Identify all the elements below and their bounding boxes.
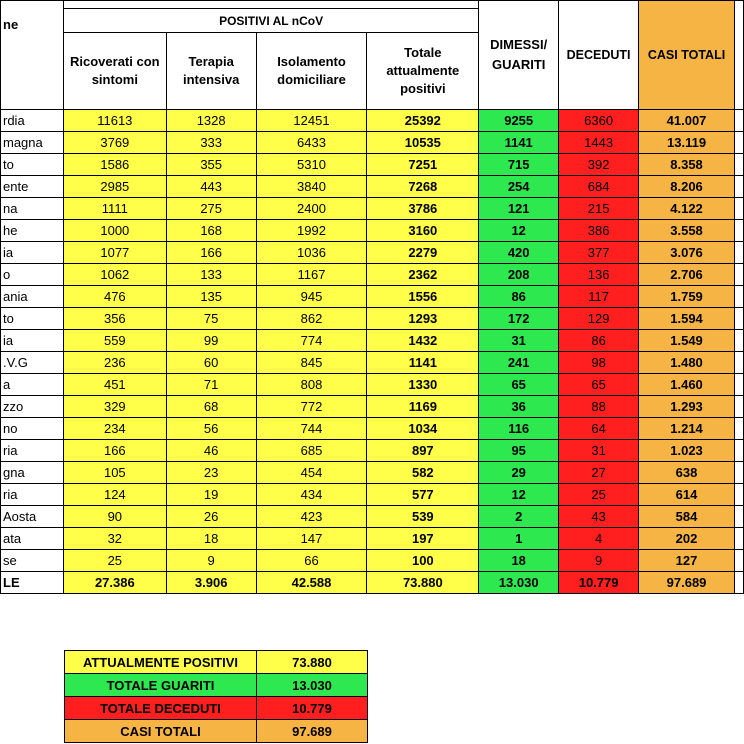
isolamento-cell: 774 [256, 330, 367, 352]
terapia-cell: 60 [166, 352, 256, 374]
dimessi-cell: 9255 [479, 110, 559, 132]
dimessi-cell: 254 [479, 176, 559, 198]
table-row [1, 110, 744, 132]
ricoverati-cell: 356 [63, 308, 166, 330]
totale-positivi-cell: 1293 [367, 308, 479, 330]
totale-positivi-cell: 7251 [367, 154, 479, 176]
totale-positivi-cell: 2362 [367, 264, 479, 286]
table-row [1, 484, 744, 506]
casi-cell: 127 [639, 550, 735, 572]
casi-cell: 3.558 [639, 220, 735, 242]
casi-cell: 1.460 [639, 374, 735, 396]
region-cell: a [1, 374, 64, 396]
terapia-cell: 443 [166, 176, 256, 198]
isolamento-cell: 6433 [256, 132, 367, 154]
casi-cell: 13.119 [639, 132, 735, 154]
terapia-cell: 23 [166, 462, 256, 484]
totale-positivi-cell: 1034 [367, 418, 479, 440]
deceduti-cell: 10.779 [559, 572, 639, 594]
table-row [1, 308, 744, 330]
summary-value: 13.030 [257, 674, 368, 697]
summary-label: TOTALE DECEDUTI [65, 697, 257, 720]
terapia-cell: 71 [166, 374, 256, 396]
ricoverati-cell: 1077 [63, 242, 166, 264]
deceduti-cell: 86 [559, 330, 639, 352]
isolamento-cell: 945 [256, 286, 367, 308]
totale-positivi-cell: 539 [367, 506, 479, 528]
deceduti-cell: 88 [559, 396, 639, 418]
terapia-cell: 46 [166, 440, 256, 462]
casi-cell: 1.293 [639, 396, 735, 418]
terapia-cell: 355 [166, 154, 256, 176]
casi-cell: 1.480 [639, 352, 735, 374]
dimessi-cell: 1141 [479, 132, 559, 154]
casi-cell: 1.214 [639, 418, 735, 440]
totale-positivi-cell: 1556 [367, 286, 479, 308]
isolamento-cell: 423 [256, 506, 367, 528]
dimessi-cell: 241 [479, 352, 559, 374]
region-cell: to [1, 308, 64, 330]
table-row [1, 374, 744, 396]
ricoverati-cell: 329 [63, 396, 166, 418]
isolamento-cell: 12451 [256, 110, 367, 132]
deceduti-cell: 31 [559, 440, 639, 462]
isolamento-cell: 3840 [256, 176, 367, 198]
summary-label: CASI TOTALI [65, 720, 257, 743]
isolamento-cell: 685 [256, 440, 367, 462]
region-cell: he [1, 220, 64, 242]
region-cell: na [1, 198, 64, 220]
header-terapia: Terapia intensiva [166, 33, 256, 110]
table-row [1, 462, 744, 484]
deceduti-cell: 9 [559, 550, 639, 572]
casi-cell: 1.594 [639, 308, 735, 330]
deceduti-cell: 27 [559, 462, 639, 484]
region-cell: ia [1, 330, 64, 352]
region-cell: gna [1, 462, 64, 484]
isolamento-cell: 862 [256, 308, 367, 330]
summary-row [65, 674, 368, 697]
dimessi-cell: 86 [479, 286, 559, 308]
region-cell: ente [1, 176, 64, 198]
dimessi-cell: 12 [479, 484, 559, 506]
terapia-cell: 19 [166, 484, 256, 506]
ricoverati-cell: 90 [63, 506, 166, 528]
totale-positivi-cell: 3786 [367, 198, 479, 220]
deceduti-cell: 25 [559, 484, 639, 506]
dimessi-cell: 18 [479, 550, 559, 572]
terapia-cell: 333 [166, 132, 256, 154]
header-dimessi-guariti: DIMESSI/ GUARITI [479, 1, 559, 110]
casi-cell: 1.023 [639, 440, 735, 462]
region-cell: ria [1, 484, 64, 506]
dimessi-cell: 2 [479, 506, 559, 528]
casi-cell: 2.706 [639, 264, 735, 286]
region-cell: V.G. [1, 352, 64, 374]
ricoverati-cell: 105 [63, 462, 166, 484]
deceduti-cell: 43 [559, 506, 639, 528]
region-cell: LE [1, 572, 64, 594]
isolamento-cell: 66 [256, 550, 367, 572]
isolamento-cell: 454 [256, 462, 367, 484]
ricoverati-cell: 3769 [63, 132, 166, 154]
terapia-cell: 75 [166, 308, 256, 330]
casi-cell: 614 [639, 484, 735, 506]
summary-value: 73.880 [257, 651, 368, 674]
casi-cell: 3.076 [639, 242, 735, 264]
table-row [1, 550, 744, 572]
terapia-cell: 99 [166, 330, 256, 352]
terapia-cell: 18 [166, 528, 256, 550]
region-cell: no [1, 418, 64, 440]
ricoverati-cell: 25 [63, 550, 166, 572]
totale-positivi-cell: 2279 [367, 242, 479, 264]
deceduti-cell: 6360 [559, 110, 639, 132]
ricoverati-cell: 236 [63, 352, 166, 374]
ricoverati-cell: 1111 [63, 198, 166, 220]
region-cell: zzo [1, 396, 64, 418]
region-cell: ria [1, 440, 64, 462]
deceduti-cell: 215 [559, 198, 639, 220]
deceduti-cell: 1443 [559, 132, 639, 154]
isolamento-cell: 1167 [256, 264, 367, 286]
casi-cell: 1.549 [639, 330, 735, 352]
dimessi-cell: 65 [479, 374, 559, 396]
dimessi-cell: 1 [479, 528, 559, 550]
totale-positivi-cell: 100 [367, 550, 479, 572]
isolamento-cell: 5310 [256, 154, 367, 176]
dimessi-cell: 29 [479, 462, 559, 484]
totale-positivi-cell: 197 [367, 528, 479, 550]
header-isolamento: Isolamento domiciliare [256, 33, 367, 110]
deceduti-cell: 377 [559, 242, 639, 264]
table-row [1, 154, 744, 176]
ricoverati-cell: 166 [63, 440, 166, 462]
totale-positivi-cell: 7268 [367, 176, 479, 198]
table-row [1, 198, 744, 220]
casi-cell: 584 [639, 506, 735, 528]
casi-cell: 1.759 [639, 286, 735, 308]
table-row [1, 242, 744, 264]
table-row [1, 264, 744, 286]
totale-positivi-cell: 897 [367, 440, 479, 462]
deceduti-cell: 136 [559, 264, 639, 286]
ricoverati-cell: 124 [63, 484, 166, 506]
dimessi-cell: 208 [479, 264, 559, 286]
table-row [1, 528, 744, 550]
deceduti-cell: 117 [559, 286, 639, 308]
terapia-cell: 168 [166, 220, 256, 242]
summary-row [65, 651, 368, 674]
totale-positivi-cell: 10535 [367, 132, 479, 154]
ricoverati-cell: 451 [63, 374, 166, 396]
totals-row [1, 572, 744, 594]
summary-value: 97.689 [257, 720, 368, 743]
isolamento-cell: 42.588 [256, 572, 367, 594]
deceduti-cell: 65 [559, 374, 639, 396]
terapia-cell: 68 [166, 396, 256, 418]
totale-positivi-cell: 3160 [367, 220, 479, 242]
deceduti-cell: 129 [559, 308, 639, 330]
region-cell: ata [1, 528, 64, 550]
ricoverati-cell: 1062 [63, 264, 166, 286]
table-row [1, 506, 744, 528]
ricoverati-cell: 1586 [63, 154, 166, 176]
totale-positivi-cell: 25392 [367, 110, 479, 132]
casi-cell: 41.007 [639, 110, 735, 132]
casi-cell: 202 [639, 528, 735, 550]
deceduti-cell: 98 [559, 352, 639, 374]
ricoverati-cell: 32 [63, 528, 166, 550]
totale-positivi-cell: 1432 [367, 330, 479, 352]
ricoverati-cell: 2985 [63, 176, 166, 198]
dimessi-cell: 116 [479, 418, 559, 440]
summary-value: 10.779 [257, 697, 368, 720]
dimessi-cell: 95 [479, 440, 559, 462]
table-row [1, 352, 744, 374]
ricoverati-cell: 476 [63, 286, 166, 308]
isolamento-cell: 845 [256, 352, 367, 374]
table-row [1, 132, 744, 154]
dimessi-cell: 31 [479, 330, 559, 352]
table-row [1, 396, 744, 418]
table-row [1, 176, 744, 198]
region-cell: se [1, 550, 64, 572]
isolamento-cell: 147 [256, 528, 367, 550]
casi-cell: 8.206 [639, 176, 735, 198]
terapia-cell: 3.906 [166, 572, 256, 594]
deceduti-cell: 64 [559, 418, 639, 440]
dimessi-cell: 36 [479, 396, 559, 418]
totale-positivi-cell: 577 [367, 484, 479, 506]
isolamento-cell: 744 [256, 418, 367, 440]
ricoverati-cell: 27.386 [63, 572, 166, 594]
region-cell: Aosta [1, 506, 64, 528]
region-cell: ia [1, 242, 64, 264]
summary-row [65, 720, 368, 743]
header-deceduti: DECEDUTI [559, 1, 639, 110]
table-row [1, 418, 744, 440]
casi-cell: 638 [639, 462, 735, 484]
deceduti-cell: 392 [559, 154, 639, 176]
table-row [1, 286, 744, 308]
dimessi-cell: 420 [479, 242, 559, 264]
terapia-cell: 1328 [166, 110, 256, 132]
dimessi-cell: 715 [479, 154, 559, 176]
region-cell: rdia [1, 110, 64, 132]
dimessi-cell: 121 [479, 198, 559, 220]
terapia-cell: 26 [166, 506, 256, 528]
summary-label: TOTALE GUARITI [65, 674, 257, 697]
deceduti-cell: 4 [559, 528, 639, 550]
totale-positivi-cell: 1141 [367, 352, 479, 374]
casi-cell: 8.358 [639, 154, 735, 176]
ricoverati-cell: 1000 [63, 220, 166, 242]
header-positivi-group: POSITIVI AL nCoV [63, 9, 478, 33]
terapia-cell: 56 [166, 418, 256, 440]
region-cell: o [1, 264, 64, 286]
dimessi-cell: 13.030 [479, 572, 559, 594]
header-ricoverati: Ricoverati con sintomi [63, 33, 166, 110]
isolamento-cell: 2400 [256, 198, 367, 220]
summary-table [64, 650, 368, 743]
summary-label: ATTUALMENTE POSITIVI [65, 651, 257, 674]
header-casi-totali: CASI TOTALI [639, 1, 735, 110]
totale-positivi-cell: 582 [367, 462, 479, 484]
table-row [1, 330, 744, 352]
deceduti-cell: 684 [559, 176, 639, 198]
header-totale-positivi: Totale attualmente positivi [367, 33, 479, 110]
terapia-cell: 9 [166, 550, 256, 572]
region-cell: to [1, 154, 64, 176]
deceduti-cell: 386 [559, 220, 639, 242]
terapia-cell: 135 [166, 286, 256, 308]
ricoverati-cell: 234 [63, 418, 166, 440]
ricoverati-cell: 559 [63, 330, 166, 352]
isolamento-cell: 1036 [256, 242, 367, 264]
isolamento-cell: 808 [256, 374, 367, 396]
header-regione: ne [1, 1, 64, 110]
totale-positivi-cell: 1169 [367, 396, 479, 418]
terapia-cell: 166 [166, 242, 256, 264]
casi-cell: 4.122 [639, 198, 735, 220]
terapia-cell: 133 [166, 264, 256, 286]
dimessi-cell: 12 [479, 220, 559, 242]
table-row [1, 440, 744, 462]
summary-row [65, 697, 368, 720]
region-cell: magna [1, 132, 64, 154]
isolamento-cell: 1992 [256, 220, 367, 242]
dimessi-cell: 172 [479, 308, 559, 330]
totale-positivi-cell: 1330 [367, 374, 479, 396]
casi-cell: 97.689 [639, 572, 735, 594]
terapia-cell: 275 [166, 198, 256, 220]
ricoverati-cell: 11613 [63, 110, 166, 132]
region-cell: ania [1, 286, 64, 308]
isolamento-cell: 434 [256, 484, 367, 506]
totale-positivi-cell: 73.880 [367, 572, 479, 594]
table-row [1, 220, 744, 242]
isolamento-cell: 772 [256, 396, 367, 418]
